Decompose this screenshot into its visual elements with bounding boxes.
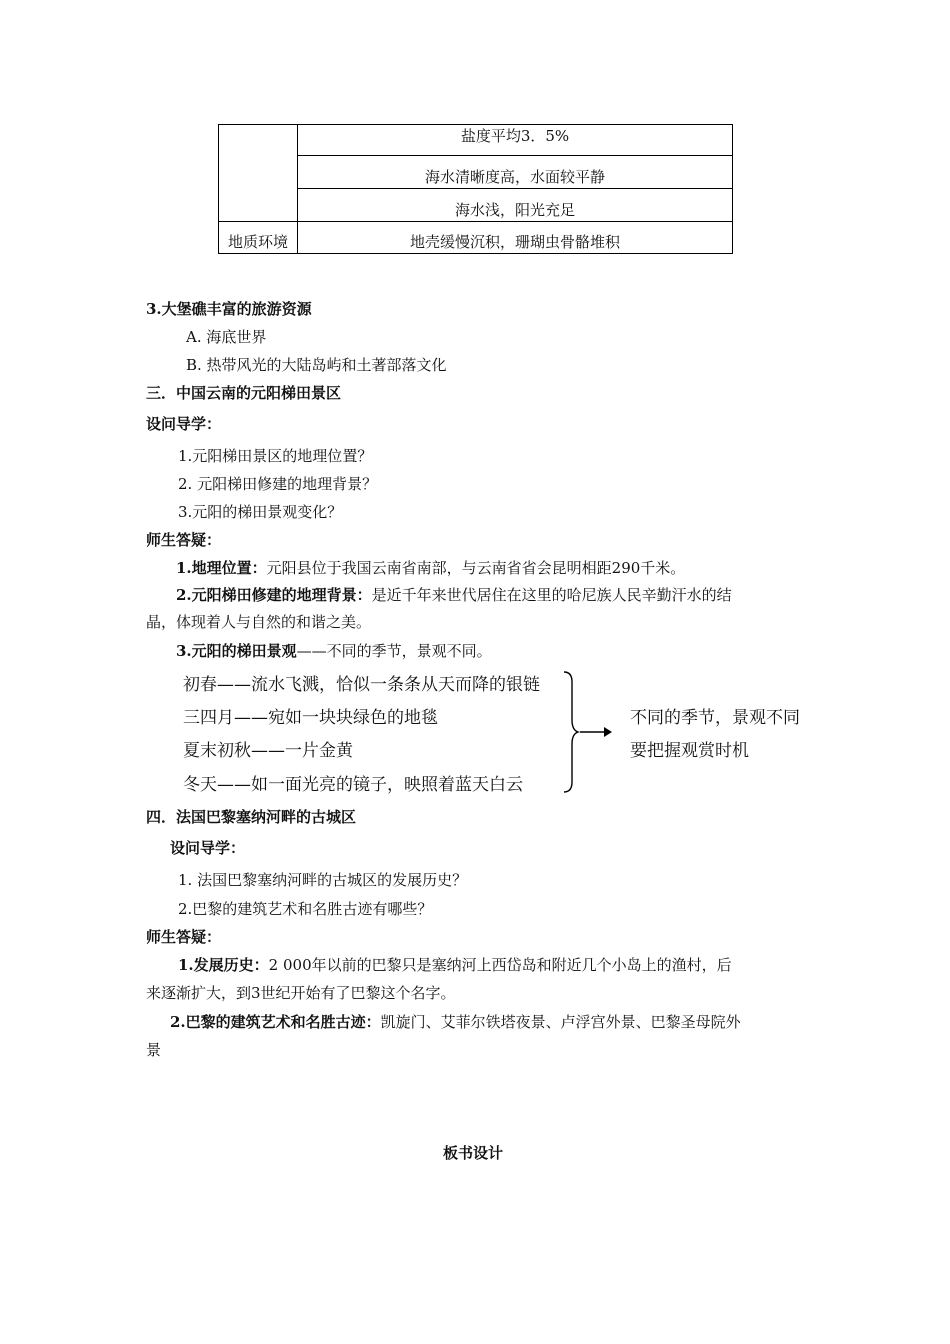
part3-question-3: 3.元阳的梯田景观变化？	[178, 503, 343, 521]
part3-answer-2	[176, 585, 732, 605]
part3-answer-1-bold: 1.地理位置：	[176, 559, 267, 577]
part4-answer-1	[178, 955, 732, 975]
part4-answer-2	[170, 1012, 741, 1032]
arrow-head-icon	[604, 727, 612, 737]
part4-answer-label: 师生答疑：	[146, 928, 222, 946]
brace-arrow-graphic	[560, 668, 630, 798]
part4-question-1: 1. 法国巴黎塞纳河畔的古城区的发展历史？	[178, 871, 468, 889]
season-autumn: 夏末初秋——一片金黄	[183, 741, 353, 761]
table-cell-salinity: 盐度平均3．5%	[298, 125, 733, 156]
part3-answer-2-bold: 2.元阳梯田修建的地理背景：	[176, 586, 372, 604]
section3-heading: 3.大堡礁丰富的旅游资源	[146, 300, 312, 318]
part3-answer-2-text: 是近千年来世代居住在这里的哈尼族人民辛勤汗水的结	[371, 586, 732, 604]
table-cell-left	[219, 125, 298, 222]
part4-guide-label: 设问导学：	[170, 839, 246, 857]
part3-answer-3	[176, 641, 492, 661]
part4-answer-1-text: 2 000年以前的巴黎只是塞纳河上西岱岛和附近几个小岛上的渔村，后	[268, 956, 732, 974]
table-cell-clarity: 海水清晰度高，水面较平静	[298, 156, 733, 189]
part4-answer-2-cont: 景	[146, 1041, 162, 1059]
part3-answer-1-text: 元阳县位于我国云南省南部，与云南省省会昆明相距290千米。	[266, 559, 686, 577]
conclusion-line-1: 不同的季节，景观不同	[630, 708, 800, 728]
table-cell-sunlight: 海水浅，阳光充足	[298, 189, 733, 222]
section3-item-b: B. 热带风光的大陆岛屿和土著部落文化	[186, 356, 447, 374]
part4-answer-1-cont: 来逐渐扩大，到3世纪开始有了巴黎这个名字。	[146, 984, 456, 1002]
part3-guide-label: 设问导学：	[146, 415, 222, 433]
part3-question-2: 2. 元阳梯田修建的地理背景？	[178, 475, 378, 493]
board-design-title: 板书设计	[443, 1144, 504, 1162]
season-winter: 冬天——如一面光亮的镜子，映照着蓝天白云	[183, 775, 523, 795]
brace-icon	[564, 672, 578, 792]
table-cell-geology-label: 地质环境	[219, 222, 298, 254]
part3-answer-2-cont: 晶，体现着人与自然的和谐之美。	[146, 613, 372, 631]
part3-heading: 三．中国云南的元阳梯田景区	[146, 384, 342, 402]
environment-table	[218, 124, 733, 254]
part4-answer-1-bold: 1.发展历史：	[178, 956, 269, 974]
conclusion-line-2: 要把握观赏时机	[630, 741, 749, 761]
season-april: 三四月——宛如一块块绿色的地毯	[183, 708, 438, 728]
part3-answer-3-text: ——不同的季节，景观不同。	[296, 642, 492, 660]
part3-answer-3-bold: 3.元阳的梯田景观	[176, 642, 297, 660]
part4-question-2: 2.巴黎的建筑艺术和名胜古迹有哪些？	[178, 900, 433, 918]
part3-answer-1	[176, 558, 685, 578]
season-spring: 初春——流水飞溅，恰似一条条从天而降的银链	[183, 675, 540, 695]
part3-question-1: 1.元阳梯田景区的地理位置？	[178, 447, 373, 465]
section3-item-a: A. 海底世界	[186, 328, 267, 346]
part3-answer-label: 师生答疑：	[146, 531, 222, 549]
part4-answer-2-text: 凯旋门、艾菲尔铁塔夜景、卢浮宫外景、巴黎圣母院外	[380, 1013, 741, 1031]
table-cell-geology: 地壳缓慢沉积，珊瑚虫骨骼堆积	[298, 222, 733, 254]
part4-answer-2-bold: 2.巴黎的建筑艺术和名胜古迹：	[170, 1013, 381, 1031]
part4-heading: 四．法国巴黎塞纳河畔的古城区	[146, 808, 357, 826]
